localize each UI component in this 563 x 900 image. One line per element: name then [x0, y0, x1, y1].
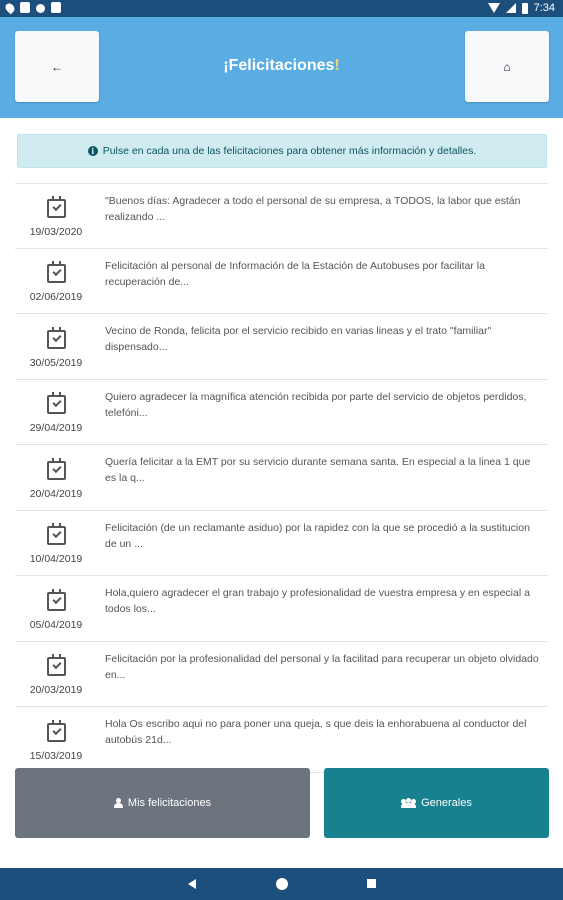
- calendar-check-icon: [47, 264, 66, 283]
- list-item[interactable]: [15, 511, 548, 577]
- status-bar: [0, 0, 563, 17]
- user-icon: [114, 798, 123, 808]
- my-congratulations-button[interactable]: [15, 768, 310, 838]
- nav-recents-icon[interactable]: [367, 879, 376, 888]
- date-column: [15, 707, 97, 772]
- item-date: 10/04/2019: [29, 553, 83, 566]
- item-date: 20/03/2019: [29, 684, 83, 697]
- date-column: [15, 184, 97, 248]
- general-label: Generales: [421, 797, 472, 809]
- item-text: Hola Os escribo aqui no para poner una queja, s que deis la enhorabuena al conductor del autobús 21d...: [105, 718, 527, 746]
- arrow-left-icon: ←: [51, 59, 63, 74]
- item-date: 20/04/2019: [29, 487, 83, 500]
- list-item[interactable]: [15, 249, 548, 315]
- notification-icon: [20, 2, 30, 13]
- general-button[interactable]: [324, 768, 549, 838]
- nav-back-icon[interactable]: [188, 879, 196, 889]
- list-item[interactable]: [15, 642, 548, 708]
- calendar-check-icon: [47, 723, 66, 742]
- calendar-check-icon: [47, 526, 66, 545]
- list-item[interactable]: [15, 445, 548, 511]
- home-button[interactable]: [465, 31, 549, 102]
- my-congratulations-label: Mis felicitaciones: [127, 797, 212, 809]
- status-left-icons: [6, 2, 61, 13]
- calendar-check-icon: [47, 592, 66, 611]
- item-date: 19/03/2020: [29, 226, 83, 239]
- item-date: 15/03/2019: [29, 749, 83, 762]
- nav-home-icon[interactable]: [276, 878, 288, 890]
- calendar-check-icon: [47, 330, 66, 349]
- sync-icon: [36, 4, 45, 13]
- item-date: 29/04/2019: [29, 422, 83, 435]
- calendar-check-icon: [47, 657, 66, 676]
- list-item[interactable]: [15, 183, 548, 249]
- cell-signal-icon: [506, 3, 516, 13]
- system-nav-bar: [0, 868, 563, 900]
- date-column: [15, 445, 97, 510]
- date-column: [15, 642, 97, 707]
- list-item[interactable]: [15, 380, 548, 446]
- date-column: [15, 314, 97, 379]
- date-column: [15, 249, 97, 314]
- date-column: [15, 511, 97, 576]
- page-title-text: ¡Felicitaciones: [223, 57, 335, 74]
- date-column: [15, 380, 97, 445]
- item-text: Hola,quiero agradecer el gran trabajo y profesionalidad de vuestra empresa y en especial a todos los...: [105, 587, 530, 615]
- congratulations-list[interactable]: [15, 183, 548, 762]
- item-text: Vecino de Ronda, felicita por el servicio recibido en varias lineas y el trato "familiar" dispensado...: [105, 325, 492, 353]
- sd-card-icon: [51, 2, 61, 13]
- status-right-icons: [488, 2, 555, 14]
- info-alert: [17, 134, 547, 168]
- calendar-check-icon: [47, 199, 66, 218]
- status-time: 7:34: [533, 2, 555, 14]
- item-text: Quería felicitar a la EMT por su servicio durante semana santa. En especial a la linea 1 que es la q...: [105, 456, 531, 484]
- battery-icon: [522, 3, 528, 14]
- info-text: Pulse en cada una de las felicitaciones para obtener más información y detalles.: [102, 145, 477, 157]
- item-text: Quiero agradecer la magnífica atención recibida por parte del servicio de objetos perdidos, telefóni...: [105, 390, 527, 419]
- users-icon: [401, 798, 416, 808]
- home-icon: ⌂: [503, 59, 511, 74]
- item-date: 30/05/2019: [29, 356, 83, 369]
- item-text: Felicitación (de un reclamante asiduo) por la rapidez con la que se procedió a la sustitucion de un ...: [105, 521, 530, 550]
- item-date: 05/04/2019: [29, 618, 83, 631]
- date-column: [15, 576, 97, 641]
- list-item[interactable]: [15, 576, 548, 642]
- page-title-accent: !: [334, 57, 340, 74]
- item-text: Felicitación por la profesionalidad del personal y la facilitad para recuperar un objeto olvidado en...: [105, 652, 539, 681]
- item-date: 02/06/2019: [29, 291, 83, 304]
- location-icon: [4, 2, 17, 15]
- list-item[interactable]: [15, 707, 548, 773]
- item-text: Felicitación al personal de Información de la Estación de Autobuses por facilitar la recuperación de...: [105, 259, 485, 288]
- info-circle-icon: i: [88, 146, 98, 156]
- item-text: "Buenos días: Agradecer a todo el personal de su empresa, a TODOS, la labor que están realizando ...: [105, 195, 521, 223]
- calendar-check-icon: [47, 395, 66, 414]
- wifi-icon: [488, 3, 500, 13]
- app-header: [0, 17, 563, 118]
- calendar-check-icon: [47, 461, 66, 480]
- list-item[interactable]: [15, 314, 548, 380]
